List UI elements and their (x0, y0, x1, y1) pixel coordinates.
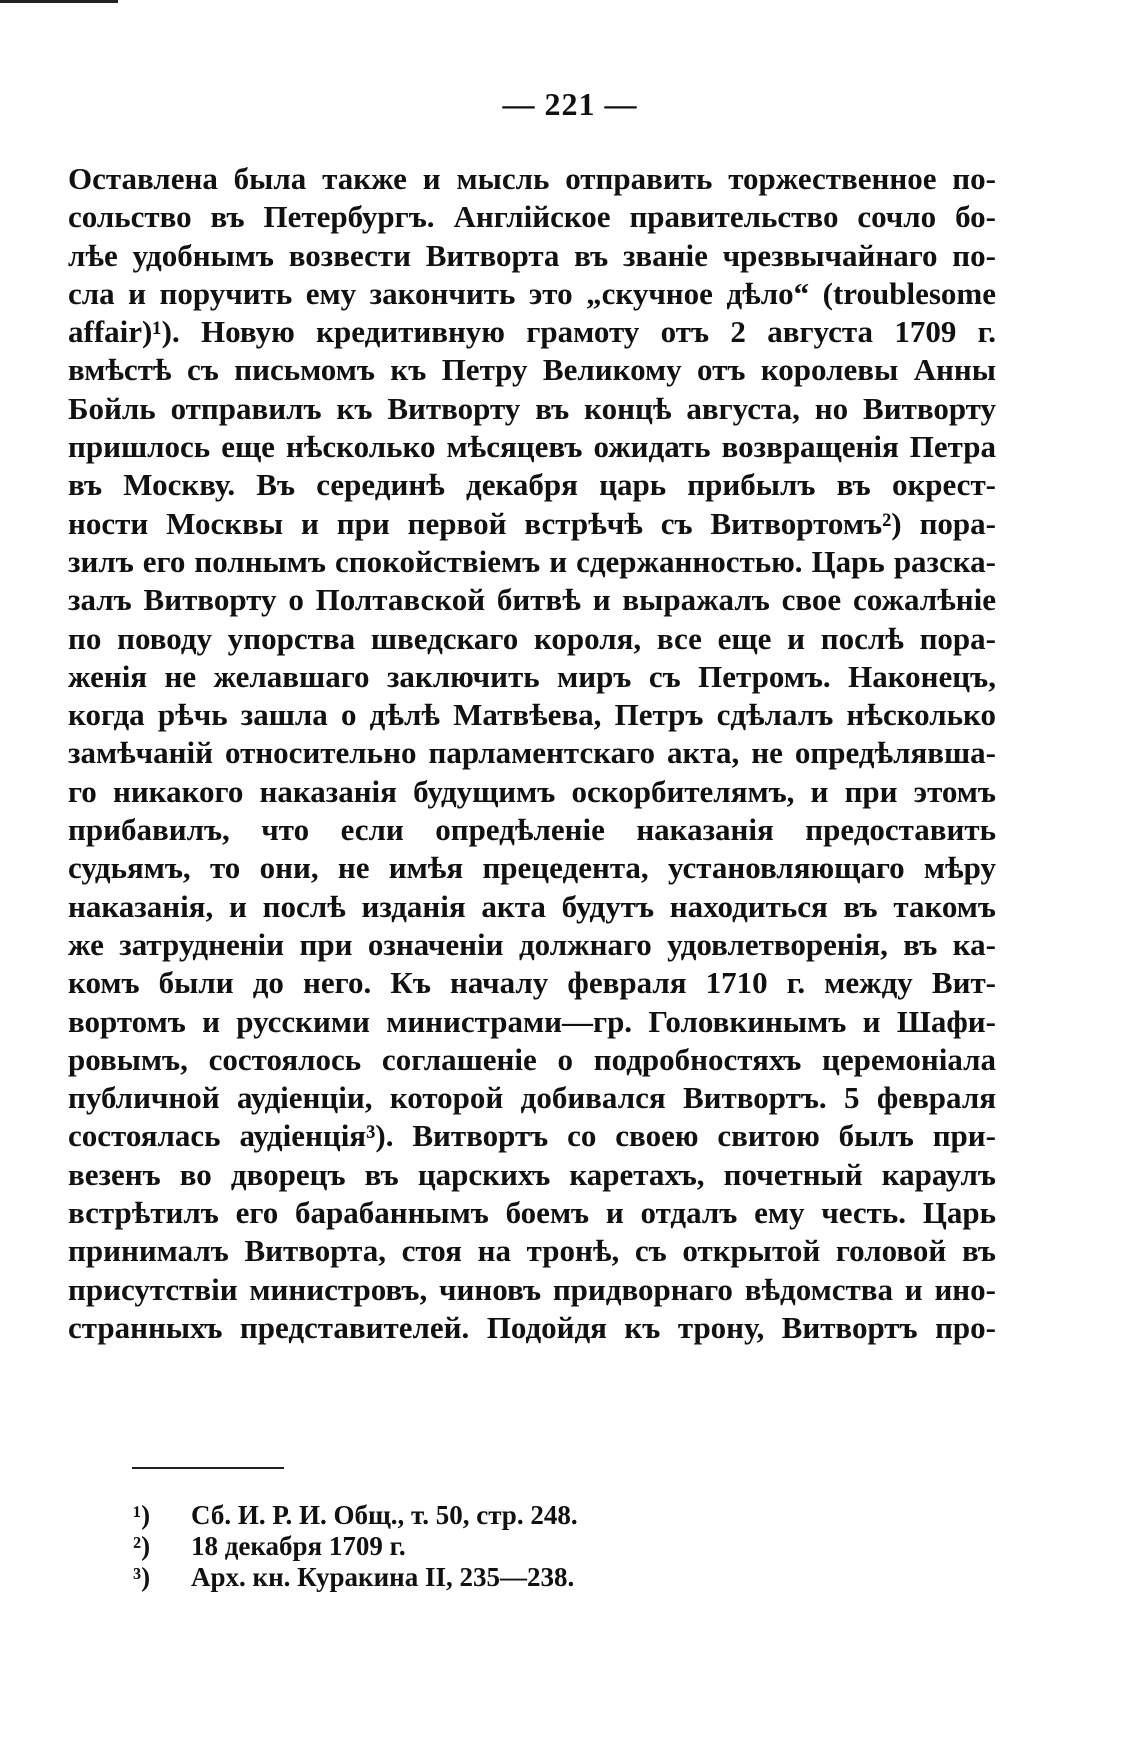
body-text-line: принималъ Витворта, стоя на тронѣ, съ открытой головой въ (68, 1233, 996, 1269)
footnote (133, 1531, 833, 1562)
footnote-text: 18 декабря 1709 г. (191, 1531, 406, 1561)
body-text-line: залъ Витворту о Полтавской битвѣ и выражалъ свое сожалѣніе (68, 582, 996, 618)
body-text-line: вмѣстѣ съ письмомъ къ Петру Великому отъ королевы Анны (68, 352, 996, 388)
body-text-line: сольство въ Петербургъ. Англійское правительство сочло бо- (68, 199, 996, 235)
body-text-line: публичной аудіенціи, которой добивался Витвортъ. 5 февраля (68, 1080, 996, 1116)
body-text-line: вортомъ и русскими министрами—гр. Головкинымъ и Шафи- (68, 1003, 996, 1039)
body-text-line: женія не желавшаго заключить миръ съ Петромъ. Наконецъ, (68, 658, 996, 694)
body-text-line: когда рѣчь зашла о дѣлѣ Матвѣева, Петръ сдѣлалъ нѣсколько (68, 697, 996, 733)
body-text-line: лѣе удобнымъ возвести Витворта въ званіе чрезвычайнаго по- (68, 237, 996, 273)
body-text-line: Бойль отправилъ къ Витворту въ концѣ августа, но Витворту (68, 390, 996, 426)
body-text-line: зилъ его полнымъ спокойствіемъ и сдержанностью. Царь разска- (68, 543, 996, 579)
footnote-text: Арх. кн. Куракина II, 235—238. (191, 1562, 575, 1592)
body-text-line: ровымъ, состоялось соглашеніе о подробностяхъ церемоніала (68, 1041, 996, 1077)
body-text-line: пришлось еще нѣсколько мѣсяцевъ ожидать возвращенія Петра (68, 429, 996, 465)
footnote-mark: ²) (133, 1531, 151, 1561)
footnote (133, 1500, 833, 1531)
body-text-line: ности Москвы и при первой встрѣчѣ съ Витвортомъ²) пора- (68, 505, 996, 541)
body-text-line: въ Москву. Въ серединѣ декабря царь прибылъ въ окрест- (68, 467, 996, 503)
body-text-line: везенъ во дворецъ въ царскихъ каретахъ, почетный караулъ (68, 1156, 996, 1192)
body-text-line: сла и поручить ему закончить это „скучное дѣло“ (troublesome (68, 275, 996, 311)
footnote-mark: ³) (133, 1562, 151, 1592)
body-text (68, 160, 996, 1347)
page-number: — 221 — (502, 86, 638, 122)
body-text-line: наказанія, и послѣ изданія акта будутъ находиться въ такомъ (68, 888, 996, 924)
body-text-line: же затрудненіи при означеніи должнаго удовлетворенія, въ ка- (68, 926, 996, 962)
body-text-line: судьямъ, то они, не имѣя прецедента, установляющаго мѣру (68, 850, 996, 886)
body-text-line: affair)¹). Новую кредитивную грамоту отъ 2 августа 1709 г. (68, 314, 996, 350)
body-text-line: прибавилъ, что если опредѣленіе наказанія предоставить (68, 812, 996, 848)
body-text-line: встрѣтилъ его барабаннымъ боемъ и отдалъ ему честь. Царь (68, 1195, 996, 1231)
top-edge-rule (0, 0, 118, 3)
body-text-line: замѣчаній относительно парламентскаго акта, не опредѣлявша- (68, 735, 996, 771)
footnote-text: Сб. И. Р. И. Общ., т. 50, стр. 248. (191, 1500, 578, 1530)
footnote (133, 1562, 833, 1593)
body-text-line: комъ были до него. Къ началу февраля 1710 г. между Вит- (68, 965, 996, 1001)
body-text-line: состоялась аудіенція³). Витвортъ со своею свитою былъ при- (68, 1118, 996, 1154)
body-text-line: присутствіи министровъ, чиновъ придворнаго вѣдомства и ино- (68, 1271, 996, 1307)
footnote-divider (132, 1467, 284, 1469)
body-text-line: по поводу упорства шведскаго короля, все еще и послѣ пора- (68, 620, 996, 656)
footnote-mark: ¹) (133, 1500, 151, 1530)
body-text-line: странныхъ представителей. Подойдя къ трону, Витвортъ про- (68, 1309, 996, 1345)
body-text-line: го никакого наказанія будущимъ оскорбителямъ, и при этомъ (68, 773, 996, 809)
footnotes (133, 1500, 833, 1593)
body-text-line: Оставлена была также и мысль отправить торжественное по- (68, 161, 996, 196)
